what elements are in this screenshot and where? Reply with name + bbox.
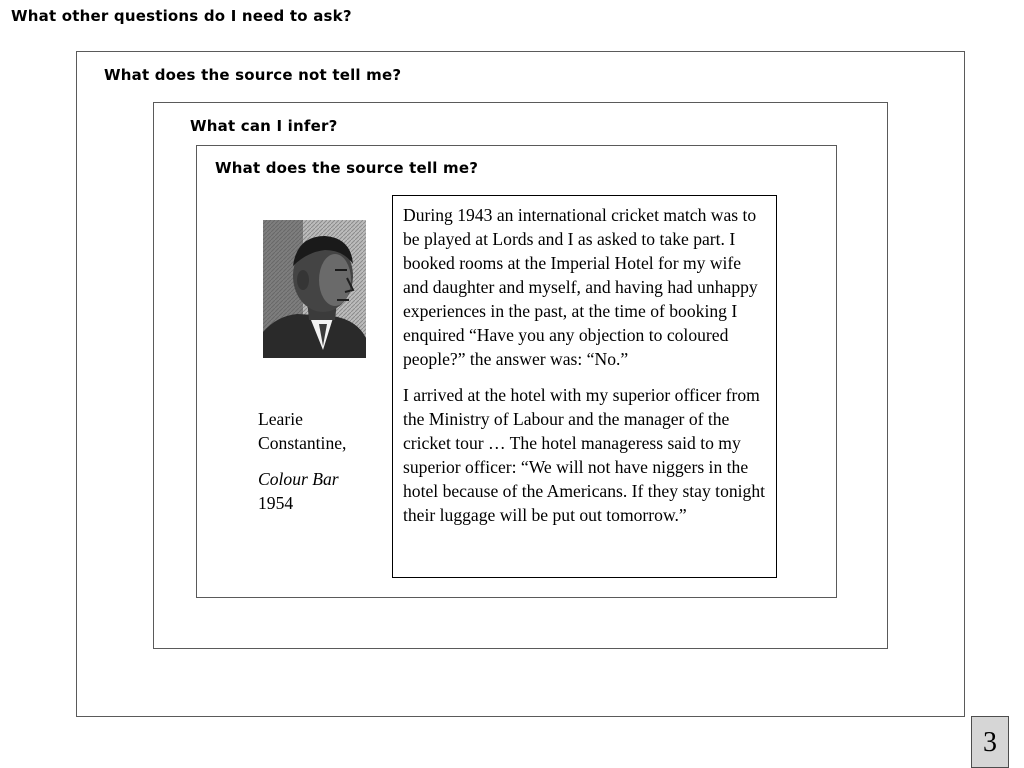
source-paragraph: I arrived at the hotel with my superior officer from the Ministry of Labour and the manager of the cricket tour … The hotel manageress said to my superior officer: “We will not have niggers in the hotel because of the Americans. If they stay tonight their luggage will be put out tomorrow.”	[403, 385, 766, 525]
source-tell-heading: What does the source tell me?	[215, 159, 479, 177]
portrait-image	[263, 220, 366, 358]
source-quote-box	[392, 195, 777, 578]
source-caption	[258, 407, 388, 527]
page-number: 3	[971, 716, 1009, 768]
outer-question-heading: What other questions do I need to ask?	[11, 7, 352, 25]
caption-year: 1954	[258, 493, 294, 513]
caption-author: Learie Constantine,	[258, 409, 347, 453]
source-not-tell-heading: What does the source not tell me?	[104, 66, 402, 84]
source-paragraph: During 1943 an international cricket match was to be played at Lords and I as asked to take part. I booked rooms at the Imperial Hotel for my wife and daughter and myself, and having had unhappy experiences in the past, at the time of booking I enquired “Have you any objection to coloured people?” the answer was: “No.”	[403, 205, 758, 369]
caption-book-title: Colour Bar	[258, 469, 339, 489]
infer-heading: What can I infer?	[190, 117, 338, 135]
